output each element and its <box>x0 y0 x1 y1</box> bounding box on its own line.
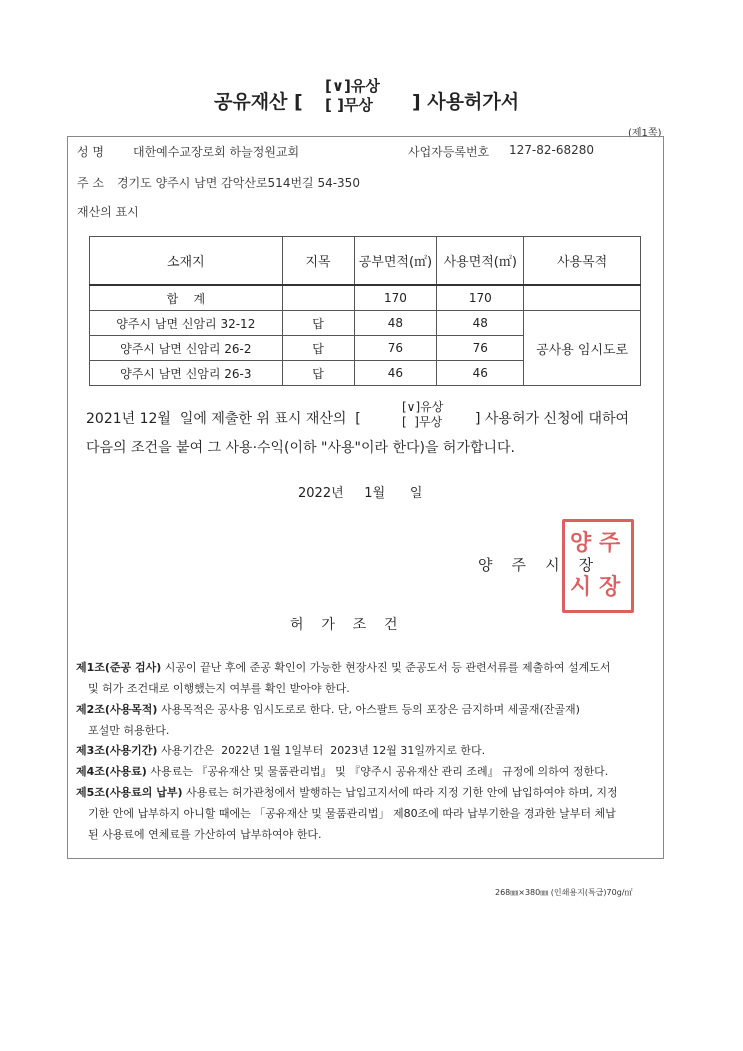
issuer: 양 주 시 장 <box>478 556 594 574</box>
header-purpose: 사용목적 <box>524 237 641 286</box>
row-location: 양주시 남면 신암리 26-3 <box>90 361 283 386</box>
title-option-free: [ ]무상 <box>325 96 373 114</box>
condition-2 <box>76 699 656 741</box>
issue-date: 2022년 1월 일 <box>298 486 423 501</box>
condition-text: 사용료는 허가관청에서 발행하는 납입고지서에 따라 지정 기한 안에 납입하여야 하며, 지정 <box>182 786 618 799</box>
row-location: 양주시 남면 신암리 32-12 <box>90 311 283 336</box>
address-label: 주 소 <box>77 176 104 190</box>
condition-head: 제2조(사용목적) <box>76 703 158 716</box>
page-number: (제1쪽) <box>628 128 662 139</box>
title-suffix: ] 사용허가서 <box>412 91 520 113</box>
conditions-title: 허 가 조 건 <box>290 617 398 633</box>
row-category: 답 <box>282 336 354 361</box>
header-use-area: 사용면적(㎡) <box>437 237 524 286</box>
table-row <box>90 311 641 336</box>
row-use-area: 76 <box>437 336 524 361</box>
title-prefix: 공유재산 [ <box>214 91 303 113</box>
condition-3 <box>76 740 656 761</box>
row-use-area: 46 <box>437 361 524 386</box>
property-table <box>89 236 641 386</box>
condition-text: 사용료는 『공유재산 및 물품관리법』 및 『양주시 공유재산 관리 조례』 규정에 의하여 정한다. <box>146 765 609 778</box>
condition-5 <box>76 782 656 845</box>
condition-1 <box>76 657 656 699</box>
row-category: 답 <box>282 311 354 336</box>
row-use-area: 48 <box>437 311 524 336</box>
total-purpose <box>524 285 641 311</box>
total-use-area: 170 <box>437 285 524 311</box>
condition-4 <box>76 761 656 782</box>
statement-line1-suffix: ] 사용허가 신청에 대하여 <box>475 411 630 427</box>
name-label: 성 명 <box>77 145 104 159</box>
title-option-paid: [∨]유상 <box>325 77 380 95</box>
paper-spec-footer: 268㎜×380㎜ (인쇄용지(특급)70g/㎡ <box>495 888 633 897</box>
condition-cont: 기한 안에 납부하지 아니할 때에는 「공유재산 및 물품관리법」 제80조에 따라 납부기한을 경과한 날부터 체납 <box>88 807 616 820</box>
name-value: 대한예수교장로회 하늘정원교회 <box>133 145 300 159</box>
statement-line1-prefix: 2021년 12월 일에 제출한 위 표시 재산의 [ <box>86 411 361 427</box>
total-row <box>90 285 641 311</box>
condition-head: 제5조(사용료의 납부) <box>76 786 183 799</box>
property-section-label: 재산의 표시 <box>77 205 139 219</box>
statement-line2: 다음의 조건을 붙여 그 사용·수익(이하 "사용"이라 한다)을 허가합니다. <box>86 440 516 456</box>
reg-label: 사업자등록번호 <box>408 145 490 159</box>
statement-opt-paid: [∨]유상 <box>402 400 444 414</box>
header-category: 지목 <box>282 237 354 286</box>
row-official-area: 48 <box>354 311 437 336</box>
total-category <box>282 285 354 311</box>
condition-cont: 된 사용료에 연체료를 가산하여 납부하여야 한다. <box>88 828 322 841</box>
seal-char: 주 <box>599 531 621 556</box>
row-official-area: 76 <box>354 336 437 361</box>
address-value: 경기도 양주시 남면 감악산로514번길 54-350 <box>117 176 360 190</box>
total-label: 합 계 <box>90 285 283 311</box>
condition-text: 사용기간은 2022년 1월 1일부터 2023년 12월 31일까지로 한다. <box>157 744 486 757</box>
statement-opt-free: [ ]무상 <box>402 415 443 429</box>
table-header-row <box>90 237 641 286</box>
row-location: 양주시 남면 신암리 26-2 <box>90 336 283 361</box>
row-purpose: 공사용 임시도로 <box>524 311 641 386</box>
seal-char: 장 <box>599 575 621 600</box>
header-location: 소재지 <box>90 237 283 286</box>
seal-char: 시 <box>570 575 592 600</box>
condition-head: 제3조(사용기간) <box>76 744 158 757</box>
condition-text: 사용목적은 공사용 임시도로로 한다. 단, 아스팔트 등의 포장은 금지하며 세골재(잔골재) <box>157 703 580 716</box>
condition-head: 제4조(사용료) <box>76 765 147 778</box>
row-official-area: 46 <box>354 361 437 386</box>
seal-char: 양 <box>570 531 592 556</box>
row-category: 답 <box>282 361 354 386</box>
condition-text: 시공이 끝난 후에 준공 확인이 가능한 현장사진 및 준공도서 등 관련서류를 제출하여 설계도서 <box>161 661 611 674</box>
reg-value: 127-82-68280 <box>509 143 595 157</box>
condition-cont: 포설만 허용한다. <box>88 724 170 737</box>
condition-head: 제1조(준공 검사) <box>76 661 162 674</box>
header-official-area: 공부면적(㎡) <box>354 237 437 286</box>
condition-cont: 및 허가 조건대로 이행했는지 여부를 확인 받아야 한다. <box>88 682 350 695</box>
total-official-area: 170 <box>354 285 437 311</box>
